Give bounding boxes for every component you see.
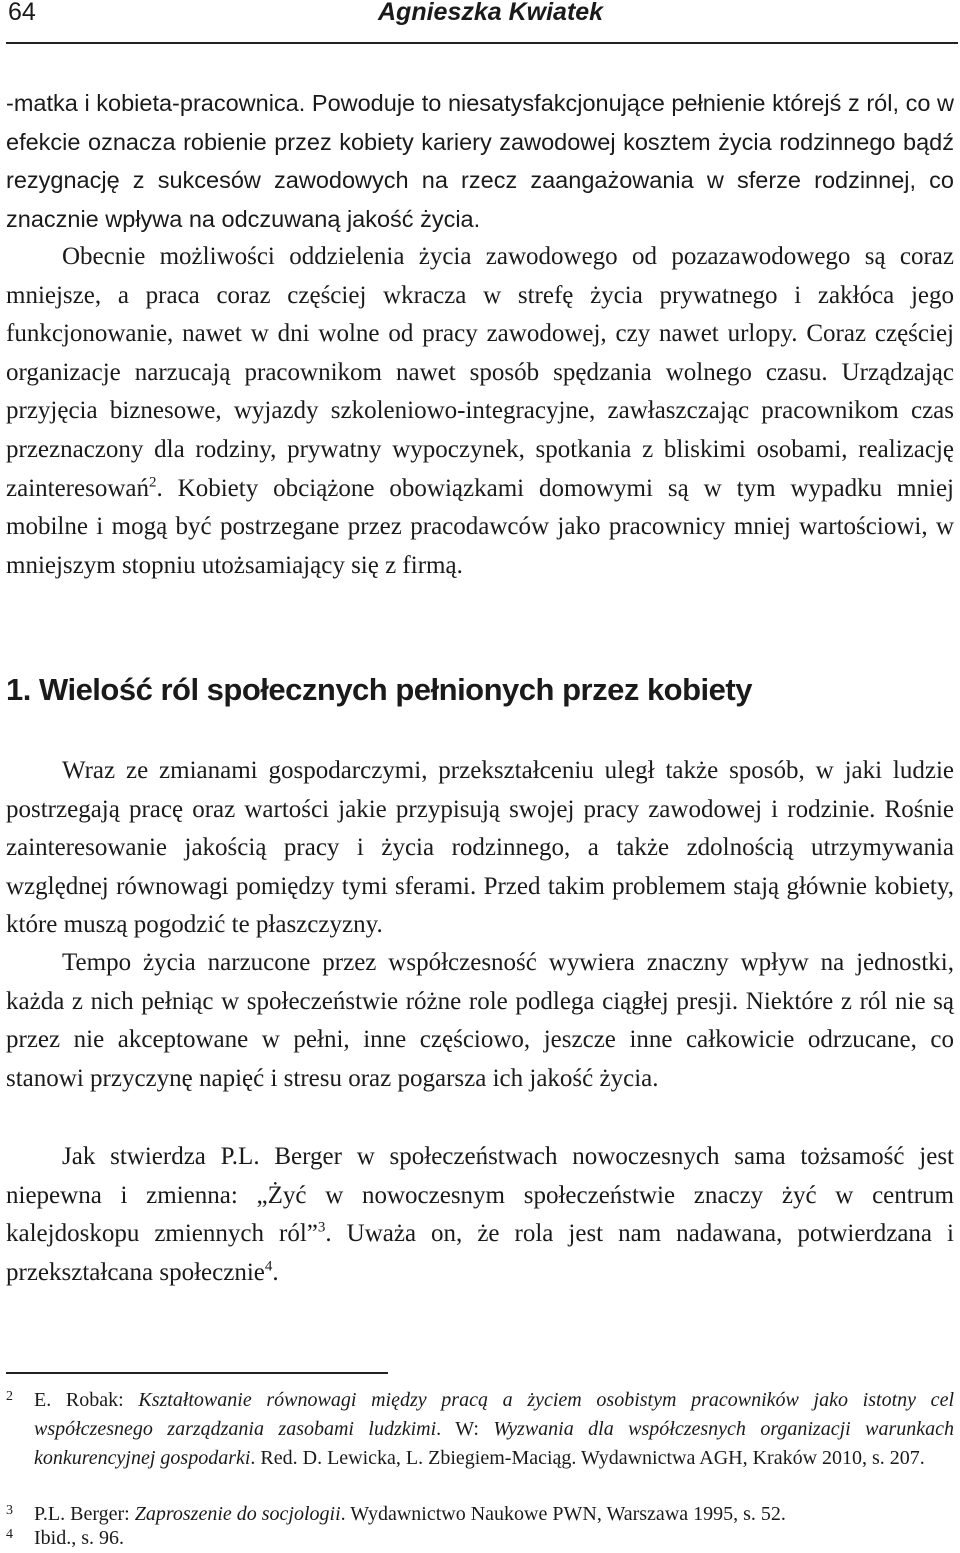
footnote-text: Ibid., s. 96. [34,1527,124,1549]
p3-text-b: . Uważa on, że rola jest nam nadawana, potwierdzana i przekształcana społecznie [6,1220,954,1286]
footnote-publication: . Red. D. Lewicka, L. Zbiegiem-Maciąg. Wydawnictwa AGH, Kraków 2010, s. 207. [250,1447,925,1469]
header-rule [6,42,958,44]
footnote-author: P.L. Berger: [34,1503,135,1525]
footnote-author: E. Robak: [34,1389,139,1411]
footnote-book-title: Wyzwania dla współczesnych organizacji warunkach konkurencyjnej gospodarki [34,1418,954,1469]
section-paragraph-2: Tempo życia narzucone przez współczesność wywiera znaczny wpływ na jednostki, każda z nich pełniąc w społeczeństwie różne role podlega ciągłej presji. Niektóre z ról nie są przez nie akceptowane w pełni, inne częściowo, jeszcze inne całkowicie odrzucane, co stanowi przyczynę napięć i stresu oraz pogarsza ich jakość życia. [6,949,954,1092]
footnote-separator [6,1372,388,1374]
footnote-mark: 2 [6,1389,13,1404]
footnote-connector: . W: [436,1418,494,1440]
intro-serif-text-b: . Kobiety obciążone obowiązkami domowymi są w tym wypadku mniej mobilne i mogą być postrzegane przez pracodawców jako pracownicy mniej wartościowi, w mniejszym stopniu utożsamiający się z firmą. [6,474,954,579]
intro-paragraph-serif [6,238,954,585]
footnote-mark: 4 [6,1527,13,1542]
footnote-4 [6,1524,954,1553]
section-heading: 1. Wielość ról społecznych pełnionych przez kobiety [6,672,752,707]
running-header-author: Agnieszka Kwiatek [378,0,604,26]
footnote-title: Kształtowanie równowagi między pracą a życiem osobistym pracowników jako istotny cel współczesnego zarządzania zasobami ludzkimi [34,1389,954,1440]
section-paragraph-1: Wraz ze zmianami gospodarczymi, przekształceniu uległ także sposób, w jaki ludzie postrzegają pracę oraz wartości jakie przypisują swojej pracy zawodowej i rodzinie. Rośnie zainteresowanie jakością pracy i życia rodzinnego, a także zdolnością utrzymywania względnej równowagi pomiędzy tymi sferami. Przed takim problemem stają głównie kobiety, które muszą pogodzić te płaszczyzny. [6,757,954,939]
section-paragraph-3 [6,1138,954,1292]
intro-sans-text: -matka i kobieta-pracownica. Powoduje to niesatysfakcjonujące pełnienie którejś z ról, co w efekcie oznacza robienie przez kobiety kariery zawodowej kosztem życia rodzinnego bądź rezygnację z sukcesów zawodowych na rzecz zaangażowania w sferze rodzinnej, co znacznie wpływa na odczuwaną jakość życia. [6,90,954,232]
footnote-ref-4[interactable]: 4 [264,1258,273,1275]
footnote-title: Zaproszenie do socjologii [134,1503,341,1525]
p3-text-a: Jak stwierdza P.L. Berger w społeczeństwach nowoczesnych sama tożsamość jest niepewna i zmienna: „Żyć w nowoczesnym społeczeństwie znaczy żyć w centrum kalejdoskopu zmiennych ról” [6,1143,954,1248]
intro-paragraph-sans [6,84,954,238]
p3-text-c: . [272,1258,279,1286]
footnote-publication: . Wydawnictwo Naukowe PWN, Warszawa 1995, s. 52. [340,1503,786,1525]
footnote-ref-3[interactable]: 3 [317,1219,326,1236]
page-number: 64 [8,0,36,26]
intro-serif-text-a: Obecnie możliwości oddzielenia życia zawodowego od pozazawodowego są coraz mniejsze, a praca coraz częściej wkracza w strefę życia prywatnego i zakłóca jego funkcjonowanie, nawet w dni wolne od pracy zawodowej, czy nawet urlopy. Coraz częściej organizacje narzucają pracownikom nawet sposób spędzania wolnego czasu. Urządzając przyjęcia biznesowe, wyjazdy szkoleniowo-integracyjne, zawłaszczając pracownikom czas przeznaczony dla rodziny, prywatny wypoczynek, spotkania z bliskimi osobami, realizację zainteresowań [6,243,954,502]
footnote-ref-2[interactable]: 2 [148,474,157,491]
footnote-2 [6,1386,954,1473]
footnote-mark: 3 [6,1503,13,1518]
